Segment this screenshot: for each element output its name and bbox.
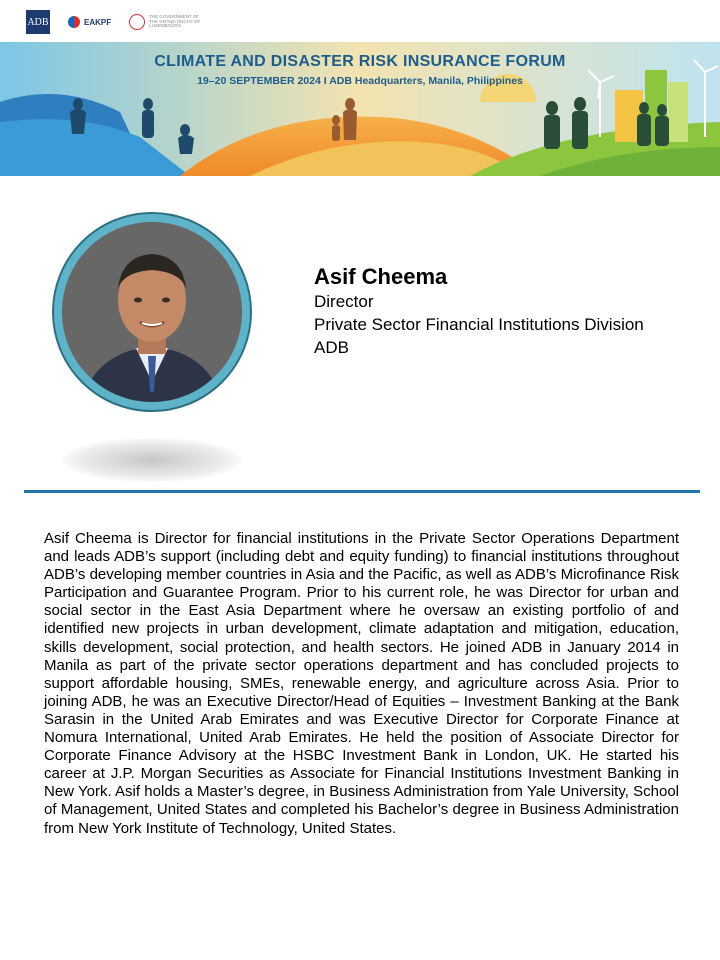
banner-title: CLIMATE AND DISASTER RISK INSURANCE FORUM [154, 53, 566, 70]
speaker-division: Private Sector Financial Institutions Division [314, 315, 644, 334]
luxembourg-logo [129, 14, 209, 30]
photo-shadow [62, 438, 242, 482]
portrait-illustration [62, 222, 242, 402]
eakpf-logo-text: EAKPF [84, 17, 112, 27]
adb-logo-text: ADB [27, 16, 49, 28]
taegeuk-icon [68, 16, 80, 28]
speaker-name: Asif Cheema [314, 264, 448, 289]
speaker-bio: Asif Cheema is Director for financial institutions in the Private Sector Operations Department and leads ADB’s support (including debt and equity funding) to financial institutions throughout ADB’s developing member countries in Asia and the Pacific, as well as ADB’s Microfinance Risk Participation and Guarantee Program. Prior to his current role, he was Director for urban and social sector in the East Asia Department where he oversaw an existing portfolio of and identified new projects in urban development, climate adaptation and mitigation, education, skills development, social protection, and health sectors. He joined ADB in January 2014 in Manila as part of the private sector operations department and has concluded projects to support affordable housing, SMEs, renewable energy, and agriculture across Asia. Prior to joining ADB, he was an Executive Director/Head of Equities – Investment Banking at the Bank Sarasin in the United Arab Emirates and was Executive Director for Corporate Finance at Nomura International, United Arab Emirates. He held the position of Associate Director for Corporate Finance Advisory at the HSBC Investment Bank in London, UK. He started his career at J.P. Morgan Securities as Associate for Financial Institutions Investment Banking in New York. Asif holds a Master’s degree, in Business Administration from Yale University, School of Management, United States and completed his Bachelor’s degree in Business Administration from New York Institute of Technology, United States. [44, 530, 679, 837]
speaker-photo-frame [52, 212, 252, 412]
eakpf-logo [68, 16, 111, 28]
lion-crest-icon [129, 14, 145, 30]
section-divider [24, 490, 700, 493]
speaker-photo [62, 222, 242, 402]
speaker-title: Director [314, 292, 374, 311]
speaker-organization: ADB [314, 338, 349, 357]
adb-logo [26, 10, 50, 34]
event-banner [0, 42, 720, 176]
banner-subtitle: 19–20 SEPTEMBER 2024 I ADB Headquarters, Manila, Philippines [197, 75, 523, 87]
luxembourg-logo-text: THE GOVERNMENT OF THE GRAND DUCHY OF LUXEMBOURG [149, 13, 201, 29]
logo-row [26, 8, 209, 36]
